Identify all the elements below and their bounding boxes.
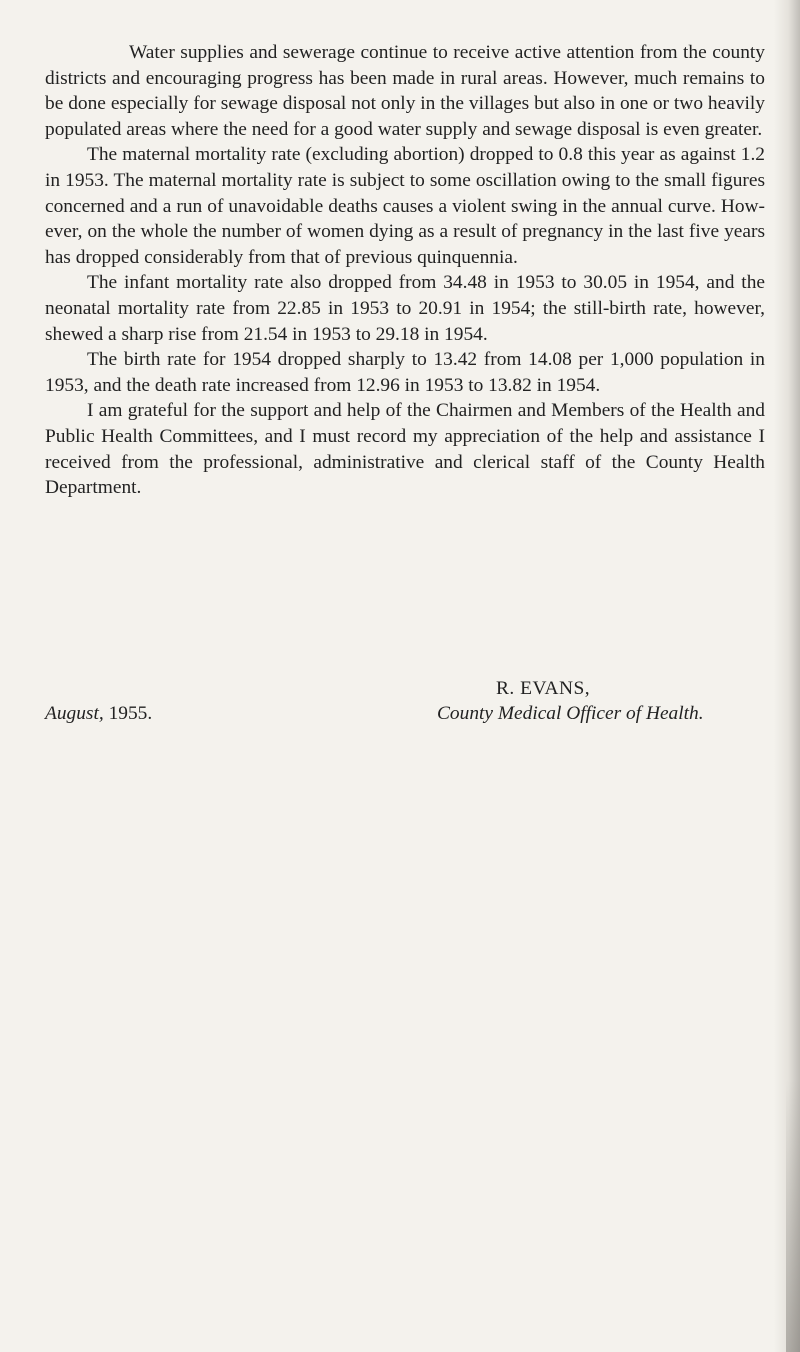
page-corner-shadow <box>786 1080 800 1352</box>
signatory-title: County Medical Officer of Health. <box>437 703 704 724</box>
paragraph-birth-rate: The birth rate for 1954 dropped sharply to 13.42 from 14.08 per 1,000 population in 1953, and the death rate increased from 12.96 in 1953 to 13.82 in 1954. <box>45 349 765 396</box>
paragraph-maternal-mortality: The maternal mortality rate (excluding abortion) dropped to 0.8 this year as against 1.2 in 1953. The maternal mortality rate is subject to some oscillation owing to the small figures concerned and a run of unavoidable deaths causes a violent swing in the annual curve. How-ever, on the whole the number of women dying as a result of pregnancy in the last five years has dropped considerably from that of previous quinquennia. <box>45 144 765 268</box>
paragraph-acknowledgements: I am grateful for the support and help of the Chairmen and Members of the Health and Public Health Committees, and I must record my appreciation of the help and assistance I received from the professional, administrative and clerical staff of the County Health Department. <box>45 400 765 499</box>
report-date <box>45 701 152 727</box>
paragraph-water-supplies: Water supplies and sewerage continue to receive active attention from the county districts and encouraging progress has been made in rural areas. However, much remains to be done especially for sewage disposal not only in the villages but also in one or two heavily populated areas where the need for a good water supply and sewage disposal is even greater. <box>45 42 765 140</box>
report-date-year: 1955. <box>103 703 153 724</box>
signature-block <box>45 676 765 736</box>
report-date-month: August, <box>45 703 104 724</box>
signatory-name: R. EVANS, <box>496 678 591 699</box>
report-body <box>45 40 765 501</box>
paragraph-infant-mortality: The infant mortality rate also dropped from 34.48 in 1953 to 30.05 in 1954, and the neonatal mortality rate from 22.85 in 1953 to 20.91 in 1954; the still-birth rate, however, shewed a sharp rise from 21.54 in 1953 to 29.18 in 1954. <box>45 272 765 345</box>
